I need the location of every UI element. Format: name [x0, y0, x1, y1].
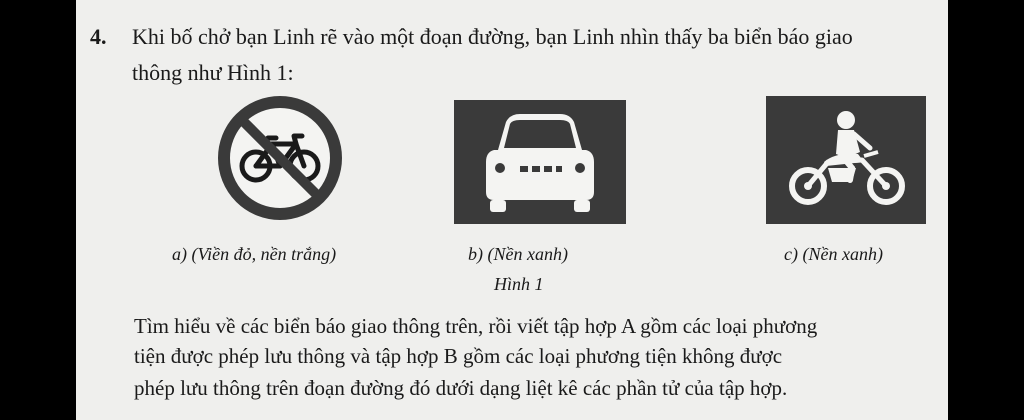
textbook-page: [76, 0, 948, 420]
question-number: 4.: [90, 24, 107, 49]
question-text-line-1: Khi bố chở bạn Linh rẽ vào một đoạn đường, bạn Linh nhìn thấy ba biển báo giao: [132, 24, 853, 49]
no-bicycle-icon: [216, 94, 344, 222]
caption-b: b) (Nền xanh): [468, 244, 568, 264]
car-icon: [454, 100, 626, 224]
caption-c: c) (Nền xanh): [784, 244, 883, 264]
motorcycle-icon: [766, 96, 926, 224]
figure-label: Hình 1: [494, 274, 544, 294]
task-text-line-3: phép lưu thông trên đoạn đường đó dưới dạng liệt kê các phần tử của tập hợp.: [134, 376, 788, 400]
caption-a: a) (Viền đỏ, nền trắng): [172, 244, 337, 264]
task-text-line-2: tiện được phép lưu thông và tập hợp B gồm các loại phương tiện không được: [134, 344, 783, 368]
question-text-line-2: thông như Hình 1:: [132, 60, 294, 85]
task-text-line-1: Tìm hiểu về các biển báo giao thông trên, rồi viết tập hợp A gồm các loại phương: [134, 314, 818, 338]
